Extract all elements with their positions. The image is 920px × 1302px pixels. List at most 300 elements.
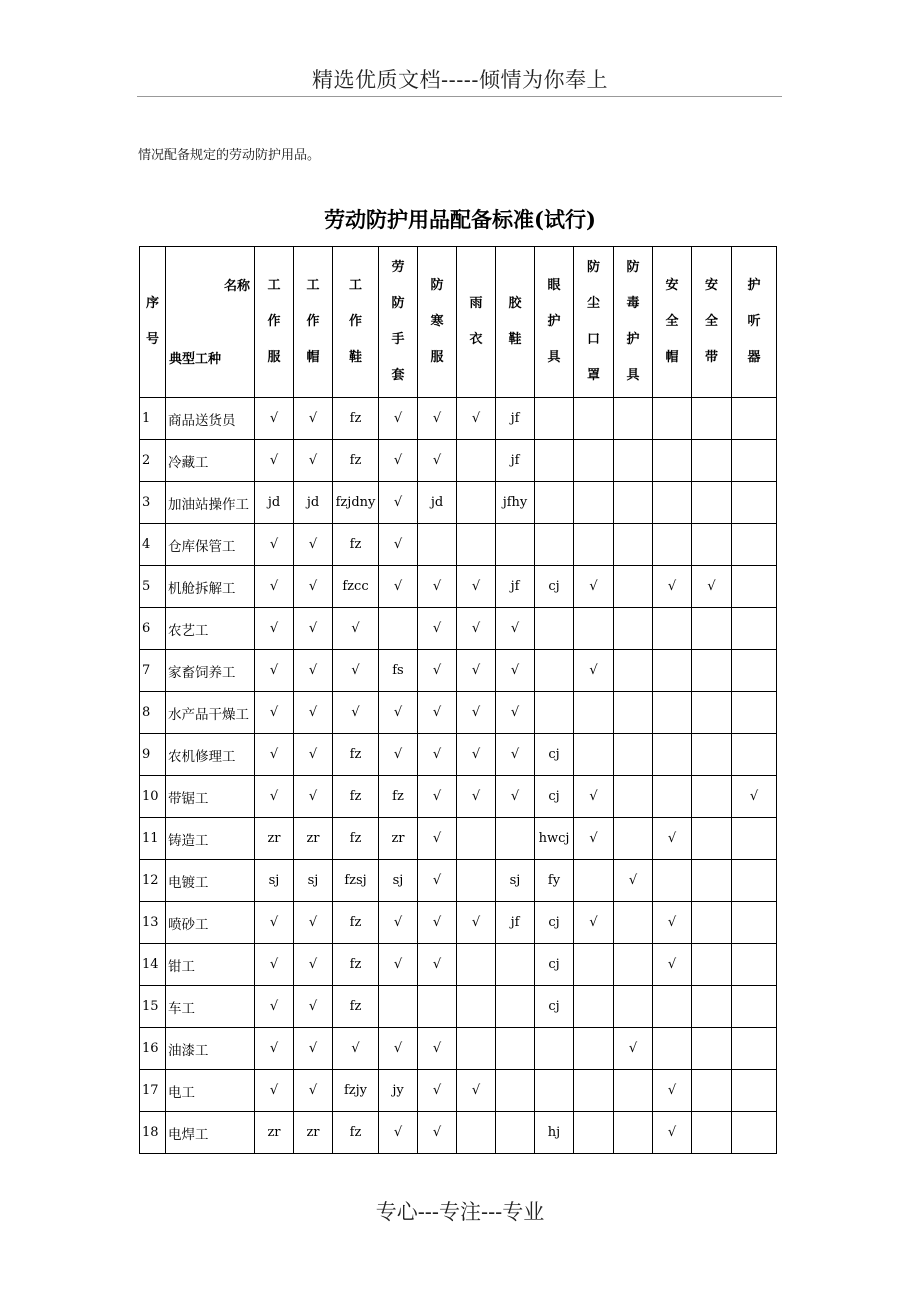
row-cell	[653, 482, 692, 524]
row-cell: √	[255, 1028, 294, 1070]
row-cell: √	[294, 608, 333, 650]
row-cell	[732, 1070, 777, 1112]
table-row	[140, 818, 777, 860]
row-job-name: 机舱拆解工	[166, 566, 255, 608]
row-cell: √	[692, 566, 732, 608]
row-job-name: 钳工	[166, 944, 255, 986]
row-cell: fy	[535, 860, 574, 902]
header-char: 护	[747, 278, 761, 293]
row-cell: jf	[496, 902, 535, 944]
row-cell: √	[418, 734, 457, 776]
row-cell	[379, 986, 418, 1028]
row-cell	[535, 650, 574, 692]
row-cell: jf	[496, 440, 535, 482]
row-job-name: 电焊工	[166, 1112, 255, 1154]
header-char: 衣	[469, 332, 483, 347]
row-cell: fzjdny	[333, 482, 379, 524]
table-row	[140, 1070, 777, 1112]
row-cell: fzsj	[333, 860, 379, 902]
table-row	[140, 566, 777, 608]
row-cell	[614, 608, 653, 650]
table-body	[140, 398, 777, 1154]
row-cell: √	[379, 440, 418, 482]
row-job-name: 电工	[166, 1070, 255, 1112]
row-cell: √	[379, 398, 418, 440]
row-cell: √	[333, 692, 379, 734]
row-cell: fz	[333, 734, 379, 776]
row-cell	[614, 524, 653, 566]
row-cell: √	[255, 398, 294, 440]
row-cell: √	[418, 398, 457, 440]
header-col-label	[306, 268, 319, 376]
row-cell: fz	[333, 1112, 379, 1154]
table-title: 劳动防护用品配备标准(试行)	[324, 207, 596, 232]
header-name-label: 名称	[223, 279, 250, 294]
row-cell	[496, 1070, 535, 1112]
row-cell: √	[255, 692, 294, 734]
row-cell	[732, 818, 777, 860]
row-cell: √	[379, 902, 418, 944]
row-cell: √	[294, 524, 333, 566]
row-cell	[535, 524, 574, 566]
row-cell: √	[457, 398, 496, 440]
row-job-name: 水产品干燥工	[166, 692, 255, 734]
row-cell	[574, 482, 614, 524]
row-cell	[574, 986, 614, 1028]
row-cell: √	[418, 776, 457, 818]
row-cell: √	[255, 776, 294, 818]
header-seq-label	[146, 286, 159, 358]
row-number: 9	[140, 734, 166, 776]
row-cell: fz	[333, 818, 379, 860]
row-cell: √	[653, 1112, 692, 1154]
row-number: 11	[140, 818, 166, 860]
row-job-name: 喷砂工	[166, 902, 255, 944]
row-cell	[457, 986, 496, 1028]
row-cell	[692, 776, 732, 818]
table-row	[140, 944, 777, 986]
row-cell	[496, 818, 535, 860]
row-number: 14	[140, 944, 166, 986]
row-cell	[574, 860, 614, 902]
row-job-name: 农机修理工	[166, 734, 255, 776]
header-char: 作	[348, 314, 362, 329]
header-char: 服	[267, 350, 281, 365]
header-divider	[137, 96, 782, 97]
row-cell	[457, 524, 496, 566]
row-cell: cj	[535, 986, 574, 1028]
row-cell	[614, 1112, 653, 1154]
header-col-label	[705, 268, 718, 376]
row-cell: sj	[496, 860, 535, 902]
table-row	[140, 734, 777, 776]
header-char: 寒	[430, 314, 444, 329]
row-cell	[457, 1112, 496, 1154]
header-char: 眼	[547, 278, 561, 293]
header-char: 器	[747, 350, 761, 365]
row-cell: zr	[294, 818, 333, 860]
row-cell: √	[418, 902, 457, 944]
header-char: 具	[547, 350, 561, 365]
row-cell: √	[294, 902, 333, 944]
row-cell: fz	[379, 776, 418, 818]
header-col-label	[547, 268, 560, 376]
row-cell	[574, 1112, 614, 1154]
row-cell: cj	[535, 944, 574, 986]
header-char: 序	[145, 296, 159, 311]
header-col-label	[626, 250, 639, 394]
row-cell	[653, 608, 692, 650]
row-job-name: 带锯工	[166, 776, 255, 818]
row-cell: √	[255, 944, 294, 986]
row-cell: √	[379, 1112, 418, 1154]
row-cell: √	[418, 1070, 457, 1112]
row-cell	[653, 398, 692, 440]
row-cell: √	[418, 860, 457, 902]
row-number: 16	[140, 1028, 166, 1070]
page-footer: 专心---专注---专业	[375, 1200, 545, 1224]
row-cell: √	[333, 650, 379, 692]
row-cell: √	[457, 650, 496, 692]
header-char: 帽	[306, 350, 320, 365]
row-cell	[535, 692, 574, 734]
table-row	[140, 650, 777, 692]
header-col-12	[732, 247, 777, 398]
row-cell	[614, 734, 653, 776]
row-cell: cj	[535, 902, 574, 944]
row-cell: √	[653, 902, 692, 944]
header-char: 罩	[586, 368, 600, 383]
row-job-name: 车工	[166, 986, 255, 1028]
row-number: 18	[140, 1112, 166, 1154]
row-cell: √	[379, 524, 418, 566]
row-cell: fz	[333, 902, 379, 944]
row-cell: cj	[535, 566, 574, 608]
row-cell: √	[255, 902, 294, 944]
header-col-10	[653, 247, 692, 398]
header-char: 帽	[665, 350, 679, 365]
row-cell	[418, 524, 457, 566]
row-cell: √	[255, 734, 294, 776]
header-char: 工	[306, 278, 320, 293]
header-col-label	[430, 268, 443, 376]
row-cell: sj	[379, 860, 418, 902]
row-cell: √	[294, 944, 333, 986]
row-cell	[653, 650, 692, 692]
header-char: 全	[665, 314, 679, 329]
row-cell: √	[294, 986, 333, 1028]
header-col-8	[574, 247, 614, 398]
row-cell: √	[418, 608, 457, 650]
row-cell: √	[457, 692, 496, 734]
row-cell	[692, 650, 732, 692]
row-cell	[653, 860, 692, 902]
row-cell	[496, 1028, 535, 1070]
row-cell: √	[574, 818, 614, 860]
row-cell	[574, 1070, 614, 1112]
header-col-7	[535, 247, 574, 398]
header-char: 防	[626, 260, 640, 275]
row-cell	[692, 860, 732, 902]
header-char: 防	[391, 296, 405, 311]
table-row	[140, 986, 777, 1028]
table-row	[140, 524, 777, 566]
row-cell: hj	[535, 1112, 574, 1154]
header-char: 工	[267, 278, 281, 293]
row-cell	[535, 482, 574, 524]
row-cell: hwcj	[535, 818, 574, 860]
row-number: 4	[140, 524, 166, 566]
row-cell	[653, 734, 692, 776]
header-col-5	[457, 247, 496, 398]
row-cell	[614, 818, 653, 860]
row-number: 8	[140, 692, 166, 734]
header-job-label: 典型工种	[169, 352, 222, 367]
row-cell: fzcc	[333, 566, 379, 608]
row-cell	[732, 692, 777, 734]
header-col-0	[255, 247, 294, 398]
row-number: 10	[140, 776, 166, 818]
header-char: 毒	[626, 296, 640, 311]
row-cell	[692, 734, 732, 776]
row-number: 6	[140, 608, 166, 650]
intro-text: 情况配备规定的劳动防护用品。	[138, 148, 321, 163]
row-cell	[653, 524, 692, 566]
row-cell	[614, 902, 653, 944]
row-cell: √	[574, 902, 614, 944]
row-cell	[692, 1112, 732, 1154]
row-cell	[535, 1070, 574, 1112]
row-cell	[692, 902, 732, 944]
row-cell	[692, 944, 732, 986]
row-cell: √	[732, 776, 777, 818]
row-cell	[692, 692, 732, 734]
row-cell: √	[333, 1028, 379, 1070]
row-cell	[614, 776, 653, 818]
row-cell	[535, 608, 574, 650]
row-cell	[457, 482, 496, 524]
row-cell	[614, 650, 653, 692]
row-number: 5	[140, 566, 166, 608]
row-cell: √	[614, 860, 653, 902]
row-cell	[653, 986, 692, 1028]
header-char: 听	[747, 314, 761, 329]
row-cell	[692, 398, 732, 440]
header-char: 口	[586, 332, 600, 347]
header-char: 鞋	[508, 332, 522, 347]
row-cell: jf	[496, 566, 535, 608]
row-cell	[535, 398, 574, 440]
row-cell: √	[255, 566, 294, 608]
row-number: 7	[140, 650, 166, 692]
row-cell	[732, 566, 777, 608]
row-cell: √	[255, 608, 294, 650]
row-cell	[457, 1028, 496, 1070]
row-cell	[732, 902, 777, 944]
header-seq	[140, 247, 166, 398]
header-row	[140, 247, 777, 398]
row-cell: √	[294, 440, 333, 482]
table-row	[140, 1028, 777, 1070]
table-row	[140, 482, 777, 524]
header-col-9	[614, 247, 653, 398]
row-number: 2	[140, 440, 166, 482]
row-cell: √	[255, 524, 294, 566]
row-cell: √	[418, 650, 457, 692]
row-cell	[574, 1028, 614, 1070]
header-char: 号	[145, 332, 159, 347]
row-cell	[732, 608, 777, 650]
row-number: 17	[140, 1070, 166, 1112]
row-cell: sj	[294, 860, 333, 902]
row-cell	[732, 1028, 777, 1070]
row-number: 13	[140, 902, 166, 944]
row-cell	[614, 1070, 653, 1112]
row-number: 1	[140, 398, 166, 440]
row-cell: √	[294, 692, 333, 734]
header-col-1	[294, 247, 333, 398]
row-cell	[732, 524, 777, 566]
row-cell: √	[496, 692, 535, 734]
row-cell: √	[496, 734, 535, 776]
row-cell	[614, 566, 653, 608]
row-cell: √	[574, 776, 614, 818]
row-cell: √	[653, 566, 692, 608]
row-cell	[457, 860, 496, 902]
row-cell	[692, 440, 732, 482]
row-cell: √	[294, 650, 333, 692]
row-cell	[653, 1028, 692, 1070]
header-char: 雨	[469, 296, 483, 311]
row-cell: jd	[255, 482, 294, 524]
header-col-label	[747, 268, 760, 376]
row-cell	[732, 482, 777, 524]
row-cell: jy	[379, 1070, 418, 1112]
header-col-3	[379, 247, 418, 398]
row-job-name: 铸造工	[166, 818, 255, 860]
row-cell	[457, 944, 496, 986]
row-cell	[732, 944, 777, 986]
row-cell	[574, 398, 614, 440]
row-cell: √	[496, 776, 535, 818]
row-cell: √	[653, 818, 692, 860]
row-cell: √	[457, 902, 496, 944]
header-col-label	[508, 286, 521, 358]
row-cell	[692, 986, 732, 1028]
header-col-2	[333, 247, 379, 398]
row-cell: fzjy	[333, 1070, 379, 1112]
row-job-name: 仓库保管工	[166, 524, 255, 566]
table-row	[140, 692, 777, 734]
row-cell: cj	[535, 734, 574, 776]
row-cell: fs	[379, 650, 418, 692]
row-cell: √	[294, 566, 333, 608]
row-cell: √	[255, 440, 294, 482]
row-cell	[535, 1028, 574, 1070]
row-cell: √	[496, 650, 535, 692]
row-cell	[653, 692, 692, 734]
row-cell	[496, 944, 535, 986]
row-cell: √	[294, 1028, 333, 1070]
row-cell	[732, 1112, 777, 1154]
row-cell: √	[418, 566, 457, 608]
row-cell: √	[457, 608, 496, 650]
row-job-name: 冷藏工	[166, 440, 255, 482]
row-cell: zr	[379, 818, 418, 860]
header-char: 防	[430, 278, 444, 293]
row-cell: √	[418, 1028, 457, 1070]
row-cell: fz	[333, 524, 379, 566]
row-cell	[692, 524, 732, 566]
row-cell	[692, 482, 732, 524]
row-cell	[732, 398, 777, 440]
row-cell: √	[418, 1112, 457, 1154]
header-char: 带	[704, 350, 718, 365]
row-cell	[692, 818, 732, 860]
row-cell	[535, 440, 574, 482]
table-row	[140, 860, 777, 902]
row-cell: √	[379, 482, 418, 524]
row-cell: jd	[294, 482, 333, 524]
row-cell: √	[418, 944, 457, 986]
row-cell	[732, 650, 777, 692]
row-cell: √	[653, 1070, 692, 1112]
row-job-name: 农艺工	[166, 608, 255, 650]
header-col-label	[349, 268, 362, 376]
header-char: 尘	[586, 296, 600, 311]
row-cell	[692, 608, 732, 650]
row-cell	[732, 986, 777, 1028]
row-cell: √	[294, 734, 333, 776]
row-job-name: 加油站操作工	[166, 482, 255, 524]
header-char: 服	[430, 350, 444, 365]
row-cell: zr	[294, 1112, 333, 1154]
header-col-label	[391, 250, 404, 394]
row-cell: √	[653, 944, 692, 986]
row-cell	[574, 734, 614, 776]
header-char: 工	[348, 278, 362, 293]
row-cell	[574, 692, 614, 734]
row-cell: fz	[333, 944, 379, 986]
table-row	[140, 1112, 777, 1154]
row-cell: √	[457, 734, 496, 776]
row-cell	[692, 1028, 732, 1070]
header-char: 安	[665, 278, 679, 293]
row-cell: √	[379, 944, 418, 986]
row-cell: jf	[496, 398, 535, 440]
row-cell: √	[457, 776, 496, 818]
row-cell: cj	[535, 776, 574, 818]
header-col-label	[665, 268, 678, 376]
row-cell: √	[614, 1028, 653, 1070]
header-char: 胶	[508, 296, 522, 311]
header-col-11	[692, 247, 732, 398]
row-cell: √	[255, 986, 294, 1028]
row-cell: fz	[333, 398, 379, 440]
row-cell: √	[379, 1028, 418, 1070]
row-cell: √	[379, 566, 418, 608]
row-cell: √	[496, 608, 535, 650]
header-char: 防	[586, 260, 600, 275]
row-cell: fz	[333, 986, 379, 1028]
header-char: 鞋	[348, 350, 362, 365]
row-cell: √	[379, 734, 418, 776]
row-number: 12	[140, 860, 166, 902]
table-row	[140, 902, 777, 944]
row-cell: √	[255, 650, 294, 692]
table-row	[140, 776, 777, 818]
header-char: 具	[626, 368, 640, 383]
